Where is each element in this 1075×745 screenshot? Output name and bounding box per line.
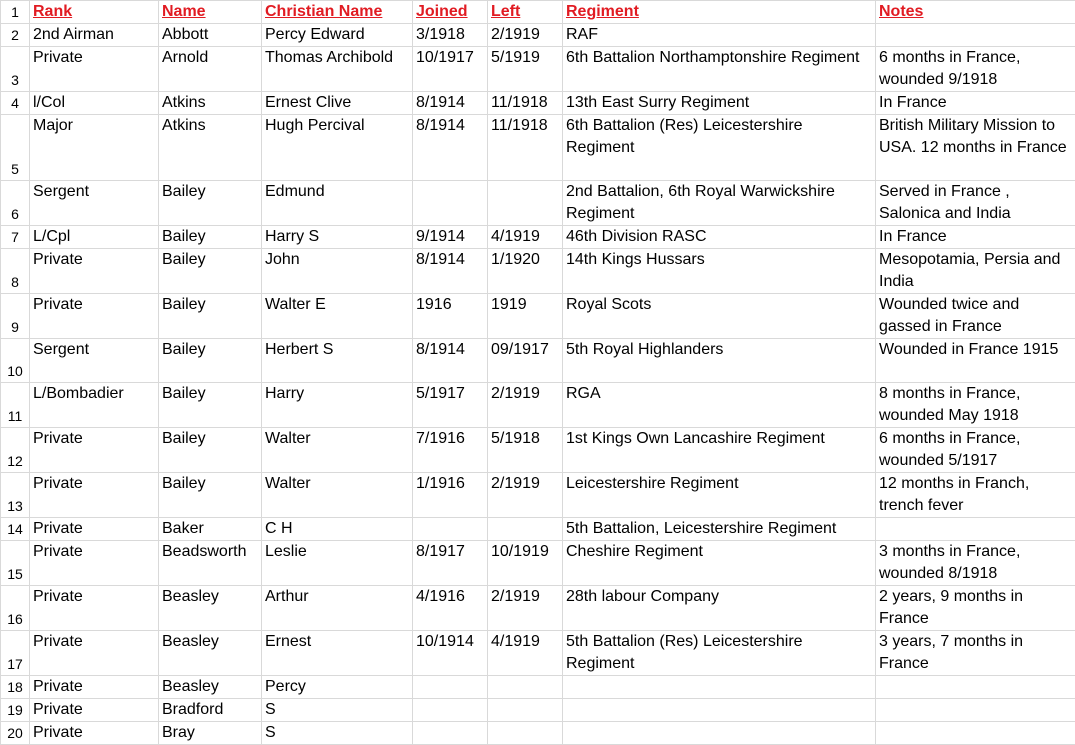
table-row [1,294,1075,339]
cell-regiment[interactable]: 14th Kings Hussars [563,249,876,294]
cell-christian-name[interactable]: Leslie [262,541,413,586]
row-number[interactable]: 6 [1,181,30,226]
cell-name[interactable]: Bailey [159,226,262,249]
cell-name[interactable]: Bailey [159,249,262,294]
header-cell-name[interactable]: Name [159,1,262,24]
cell-name[interactable]: Atkins [159,115,262,181]
table-row [1,47,1075,92]
row-number[interactable]: 3 [1,47,30,92]
cell-regiment[interactable]: 5th Battalion, Leicestershire Regiment [563,518,876,541]
cell-joined[interactable]: 1/1916 [413,473,488,518]
cell-christian-name[interactable]: Walter [262,473,413,518]
table-row [1,631,1075,676]
cell-left[interactable] [488,722,563,745]
cell-left[interactable] [488,518,563,541]
table-row [1,249,1075,294]
cell-christian-name[interactable]: Percy Edward [262,24,413,47]
cell-joined[interactable] [413,676,488,699]
cell-christian-name[interactable]: Percy [262,676,413,699]
row-number[interactable]: 13 [1,473,30,518]
cell-left[interactable]: 4/1919 [488,226,563,249]
cell-rank[interactable]: Private [30,722,159,745]
cell-regiment[interactable]: 2nd Battalion, 6th Royal Warwickshire Regiment [563,181,876,226]
cell-name[interactable]: Beasley [159,586,262,631]
cell-rank[interactable]: Private [30,518,159,541]
cell-notes[interactable] [876,699,1075,722]
row-number[interactable]: 10 [1,339,30,383]
cell-rank[interactable]: L/Cpl [30,226,159,249]
cell-name[interactable]: Arnold [159,47,262,92]
cell-name[interactable]: Bailey [159,294,262,339]
header-cell-notes[interactable]: Notes [876,1,1075,24]
cell-notes[interactable]: Served in France , Salonica and India [876,181,1075,226]
cell-left[interactable]: 5/1918 [488,428,563,473]
cell-notes[interactable]: In France [876,92,1075,115]
cell-notes[interactable]: 12 months in Franch, trench fever [876,473,1075,518]
table-row [1,383,1075,428]
cell-regiment[interactable]: Leicestershire Regiment [563,473,876,518]
cell-notes[interactable]: Mesopotamia, Persia and India [876,249,1075,294]
cell-notes[interactable]: 6 months in France, wounded 9/1918 [876,47,1075,92]
cell-christian-name[interactable]: C H [262,518,413,541]
header-cell-regiment[interactable]: Regiment [563,1,876,24]
table-row [1,115,1075,181]
cell-christian-name[interactable]: Harry S [262,226,413,249]
cell-name[interactable]: Beasley [159,631,262,676]
table-row [1,699,1075,722]
table-row [1,541,1075,586]
row-number[interactable]: 4 [1,92,30,115]
cell-christian-name[interactable]: John [262,249,413,294]
cell-regiment[interactable]: 46th Division RASC [563,226,876,249]
cell-joined[interactable]: 8/1917 [413,541,488,586]
cell-regiment[interactable]: 5th Royal Highlanders [563,339,876,383]
cell-left[interactable]: 11/1918 [488,92,563,115]
header-cell-left[interactable]: Left [488,1,563,24]
cell-name[interactable]: Bailey [159,473,262,518]
row-number[interactable]: 8 [1,249,30,294]
cell-rank[interactable]: Private [30,294,159,339]
cell-christian-name[interactable]: Harry [262,383,413,428]
cell-regiment[interactable]: 6th Battalion Northamptonshire Regiment [563,47,876,92]
cell-name[interactable]: Bray [159,722,262,745]
cell-notes[interactable] [876,24,1075,47]
cell-rank[interactable]: Private [30,631,159,676]
row-number[interactable]: 1 [1,1,30,24]
cell-rank[interactable]: Sergent [30,339,159,383]
cell-notes[interactable] [876,676,1075,699]
cell-rank[interactable]: l/Col [30,92,159,115]
row-number[interactable]: 14 [1,518,30,541]
cell-regiment[interactable]: 13th East Surry Regiment [563,92,876,115]
cell-joined[interactable]: 10/1914 [413,631,488,676]
cell-regiment[interactable]: Royal Scots [563,294,876,339]
cell-name[interactable]: Bailey [159,428,262,473]
cell-notes[interactable] [876,518,1075,541]
cell-rank[interactable]: Private [30,541,159,586]
cell-regiment[interactable] [563,676,876,699]
cell-joined[interactable]: 4/1916 [413,586,488,631]
cell-left[interactable]: 2/1919 [488,383,563,428]
cell-rank[interactable]: Private [30,699,159,722]
cell-notes[interactable]: Wounded twice and gassed in France [876,294,1075,339]
row-number[interactable]: 11 [1,383,30,428]
cell-christian-name[interactable]: Ernest Clive [262,92,413,115]
cell-joined[interactable]: 7/1916 [413,428,488,473]
cell-name[interactable]: Bradford [159,699,262,722]
cell-joined[interactable]: 5/1917 [413,383,488,428]
cell-name[interactable]: Bailey [159,181,262,226]
header-cell-rank[interactable]: Rank [30,1,159,24]
cell-notes[interactable]: 2 years, 9 months in France [876,586,1075,631]
cell-left[interactable]: 11/1918 [488,115,563,181]
cell-notes[interactable]: 8 months in France, wounded May 1918 [876,383,1075,428]
cell-joined[interactable]: 8/1914 [413,339,488,383]
cell-left[interactable]: 2/1919 [488,473,563,518]
table-row [1,226,1075,249]
cell-left[interactable]: 1/1920 [488,249,563,294]
cell-regiment[interactable]: Cheshire Regiment [563,541,876,586]
cell-joined[interactable]: 9/1914 [413,226,488,249]
cell-joined[interactable] [413,722,488,745]
table-row [1,339,1075,383]
table-row [1,181,1075,226]
row-number[interactable]: 15 [1,541,30,586]
cell-left[interactable]: 1919 [488,294,563,339]
table-row [1,92,1075,115]
cell-left[interactable]: 5/1919 [488,47,563,92]
cell-regiment[interactable] [563,722,876,745]
cell-notes[interactable]: 3 months in France, wounded 8/1918 [876,541,1075,586]
cell-regiment[interactable]: 5th Battalion (Res) Leicestershire Regiment [563,631,876,676]
cell-joined[interactable] [413,518,488,541]
cell-regiment[interactable]: 28th labour Company [563,586,876,631]
cell-joined[interactable]: 8/1914 [413,92,488,115]
cell-left[interactable]: 2/1919 [488,586,563,631]
cell-name[interactable]: Beadsworth [159,541,262,586]
cell-rank[interactable]: Major [30,115,159,181]
cell-notes[interactable]: 6 months in France, wounded 5/1917 [876,428,1075,473]
row-number[interactable]: 17 [1,631,30,676]
cell-rank[interactable]: Private [30,676,159,699]
cell-left[interactable]: 2/1919 [488,24,563,47]
cell-notes[interactable]: 3 years, 7 months in France [876,631,1075,676]
row-number[interactable]: 16 [1,586,30,631]
header-row [1,1,1075,24]
cell-notes[interactable]: British Military Mission to USA. 12 months in France [876,115,1075,181]
cell-rank[interactable]: Private [30,47,159,92]
cell-name[interactable]: Bailey [159,339,262,383]
cell-regiment[interactable] [563,699,876,722]
cell-left[interactable]: 10/1919 [488,541,563,586]
table-row [1,24,1075,47]
cell-rank[interactable]: Private [30,428,159,473]
cell-joined[interactable]: 8/1914 [413,115,488,181]
header-cell-christian-name[interactable]: Christian Name [262,1,413,24]
cell-regiment[interactable]: 6th Battalion (Res) Leicestershire Regiment [563,115,876,181]
table-row [1,518,1075,541]
row-number[interactable]: 7 [1,226,30,249]
cell-christian-name[interactable]: Walter E [262,294,413,339]
row-number[interactable]: 20 [1,722,30,745]
cell-christian-name[interactable]: Hugh Percival [262,115,413,181]
row-number[interactable]: 9 [1,294,30,339]
table-row [1,722,1075,745]
cell-rank[interactable]: Private [30,473,159,518]
cell-left[interactable] [488,676,563,699]
cell-christian-name[interactable]: Edmund [262,181,413,226]
cell-left[interactable]: 4/1919 [488,631,563,676]
cell-rank[interactable]: Private [30,586,159,631]
cell-regiment[interactable]: RGA [563,383,876,428]
cell-rank[interactable]: 2nd Airman [30,24,159,47]
cell-christian-name[interactable]: S [262,699,413,722]
cell-left[interactable]: 09/1917 [488,339,563,383]
row-number[interactable]: 12 [1,428,30,473]
cell-christian-name[interactable]: Ernest [262,631,413,676]
cell-name[interactable]: Abbott [159,24,262,47]
cell-christian-name[interactable]: Herbert S [262,339,413,383]
row-number[interactable]: 19 [1,699,30,722]
header-cell-joined[interactable]: Joined [413,1,488,24]
cell-name[interactable]: Atkins [159,92,262,115]
cell-joined[interactable]: 8/1914 [413,249,488,294]
cell-christian-name[interactable]: Thomas Archibold [262,47,413,92]
cell-left[interactable] [488,699,563,722]
table-row [1,473,1075,518]
cell-christian-name[interactable]: Walter [262,428,413,473]
table-row [1,676,1075,699]
cell-joined[interactable]: 3/1918 [413,24,488,47]
cell-name[interactable]: Bailey [159,383,262,428]
cell-christian-name[interactable]: Arthur [262,586,413,631]
cell-name[interactable]: Beasley [159,676,262,699]
cell-notes[interactable] [876,722,1075,745]
cell-regiment[interactable]: RAF [563,24,876,47]
cell-joined[interactable]: 1916 [413,294,488,339]
row-number[interactable]: 2 [1,24,30,47]
cell-joined[interactable] [413,181,488,226]
row-number[interactable]: 18 [1,676,30,699]
cell-left[interactable] [488,181,563,226]
cell-name[interactable]: Baker [159,518,262,541]
cell-joined[interactable]: 10/1917 [413,47,488,92]
cell-rank[interactable]: L/Bombadier [30,383,159,428]
cell-notes[interactable]: In France [876,226,1075,249]
cell-rank[interactable]: Sergent [30,181,159,226]
cell-christian-name[interactable]: S [262,722,413,745]
cell-notes[interactable]: Wounded in France 1915 [876,339,1075,383]
cell-joined[interactable] [413,699,488,722]
cell-rank[interactable]: Private [30,249,159,294]
cell-regiment[interactable]: 1st Kings Own Lancashire Regiment [563,428,876,473]
table-row [1,586,1075,631]
table-row [1,428,1075,473]
row-number[interactable]: 5 [1,115,30,181]
